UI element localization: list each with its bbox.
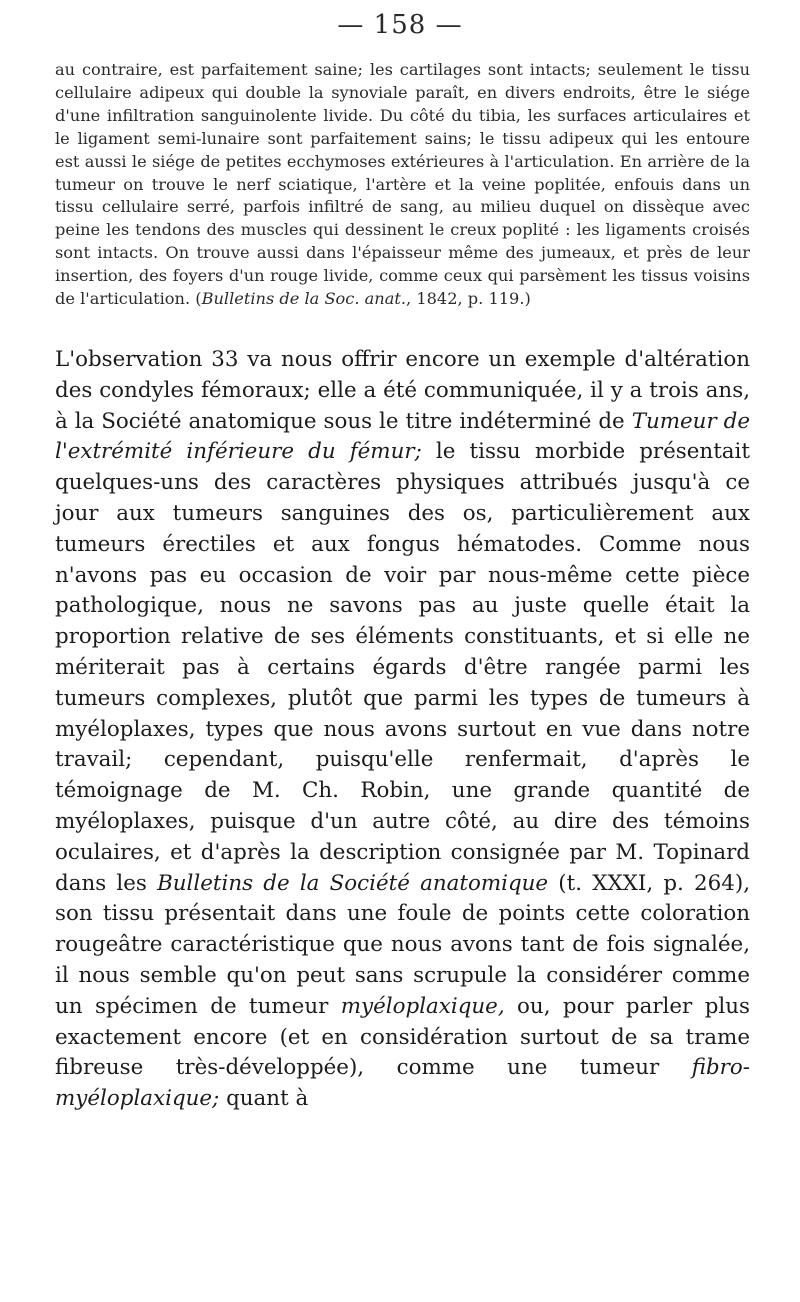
body-text-part-2: le tissu morbide présentait quelques-uns des caractères physiques attribués jusqu'à ce jour aux tumeurs sanguines des os, particulièrement aux tumeurs érectiles et aux fongus hématodes. Comme nous n'avons pas eu occasion de voir par nous-même cette pièce pathologique, nous ne savons pas au juste quelle était la proportion relative de ses éléments constituants, et si elle ne mériterait pas à certains égards d'être rangée parmi les tumeurs complexes, plutôt que parmi les types de tumeurs à myéloplaxes, types que nous avons surtout en vue dans notre travail; cependant, puisqu'elle renfermait, d'après le témoignage de M. Ch. Robin, une grande quantité de myéloplaxes, puisque d'un autre côté, au dire des témoins oculaires, et d'après la description consignée par M. Topinard dans les	[55, 439, 750, 896]
body-text-part-5: quant à	[219, 1086, 309, 1112]
quote-citation: Bulletins de la Soc. anat.	[201, 289, 407, 309]
body-text-part-1: L'observation 33 va nous offrir encore un exemple d'altération des condyles fémoraux; elle a été communiquée, il y a trois ans, à la Société anatomique sous le titre indéterminé de	[55, 347, 750, 434]
body-text-part-3: (t. XXXI, p. 264), son tissu présentait dans une foule de points cette coloration rougeâtre caractéristique que nous avons tant de fois signalée, il nous semble qu'on peut sans scrupule la considérer comme un spécimen de tumeur	[55, 870, 751, 1019]
page-number: — 158 —	[337, 10, 463, 40]
quote-text: au contraire, est parfaitement saine; les cartilages sont intacts; seulement le tissu cellulaire adipeux qui double la synoviale paraît, en divers endroits, être le siége d'une infiltration sanguinolente livide. Du côté du tibia, les surfaces articulaires et le ligament semi-lunaire sont parfaitement sains; le tissu adipeux qui les entoure est aussi le siége de petites ecchymoses extérieures à l'articulation. En arrière de la tumeur on trouve le nerf sciatique, l'artère et la veine poplitée, enfouis dans un tissu cellulaire serré, parfois infiltré de sang, au milieu duquel on dissèque avec peine les tendons des muscles qui dessinent le creux poplité : les ligaments croisés sont intacts. On trouve aussi dans l'épaisseur même des jumeaux, et près de leur insertion, des foyers d'un rouge livide, comme ceux qui parsèment les tissus voisins de l'articulation. (	[55, 60, 750, 309]
tumor-title: Tumeur de l'extrémité inférieure du fémur;	[55, 408, 750, 465]
quote-citation-tail: , 1842, p. 119.)	[406, 289, 531, 309]
myeloplaxique-term: myéloplaxique,	[340, 993, 505, 1019]
quoted-observation-paragraph	[55, 59, 750, 311]
fibro-myeloplaxique-term: fibro-myéloplaxique;	[55, 1055, 750, 1112]
body-text-part-4: ou, pour parler plus exactement encore (et en considération surtout de sa trame fibreuse très-développée), comme une tumeur	[55, 993, 750, 1081]
main-paragraph	[55, 345, 750, 1115]
bulletins-reference: Bulletins de la Société anatomique	[157, 870, 549, 896]
